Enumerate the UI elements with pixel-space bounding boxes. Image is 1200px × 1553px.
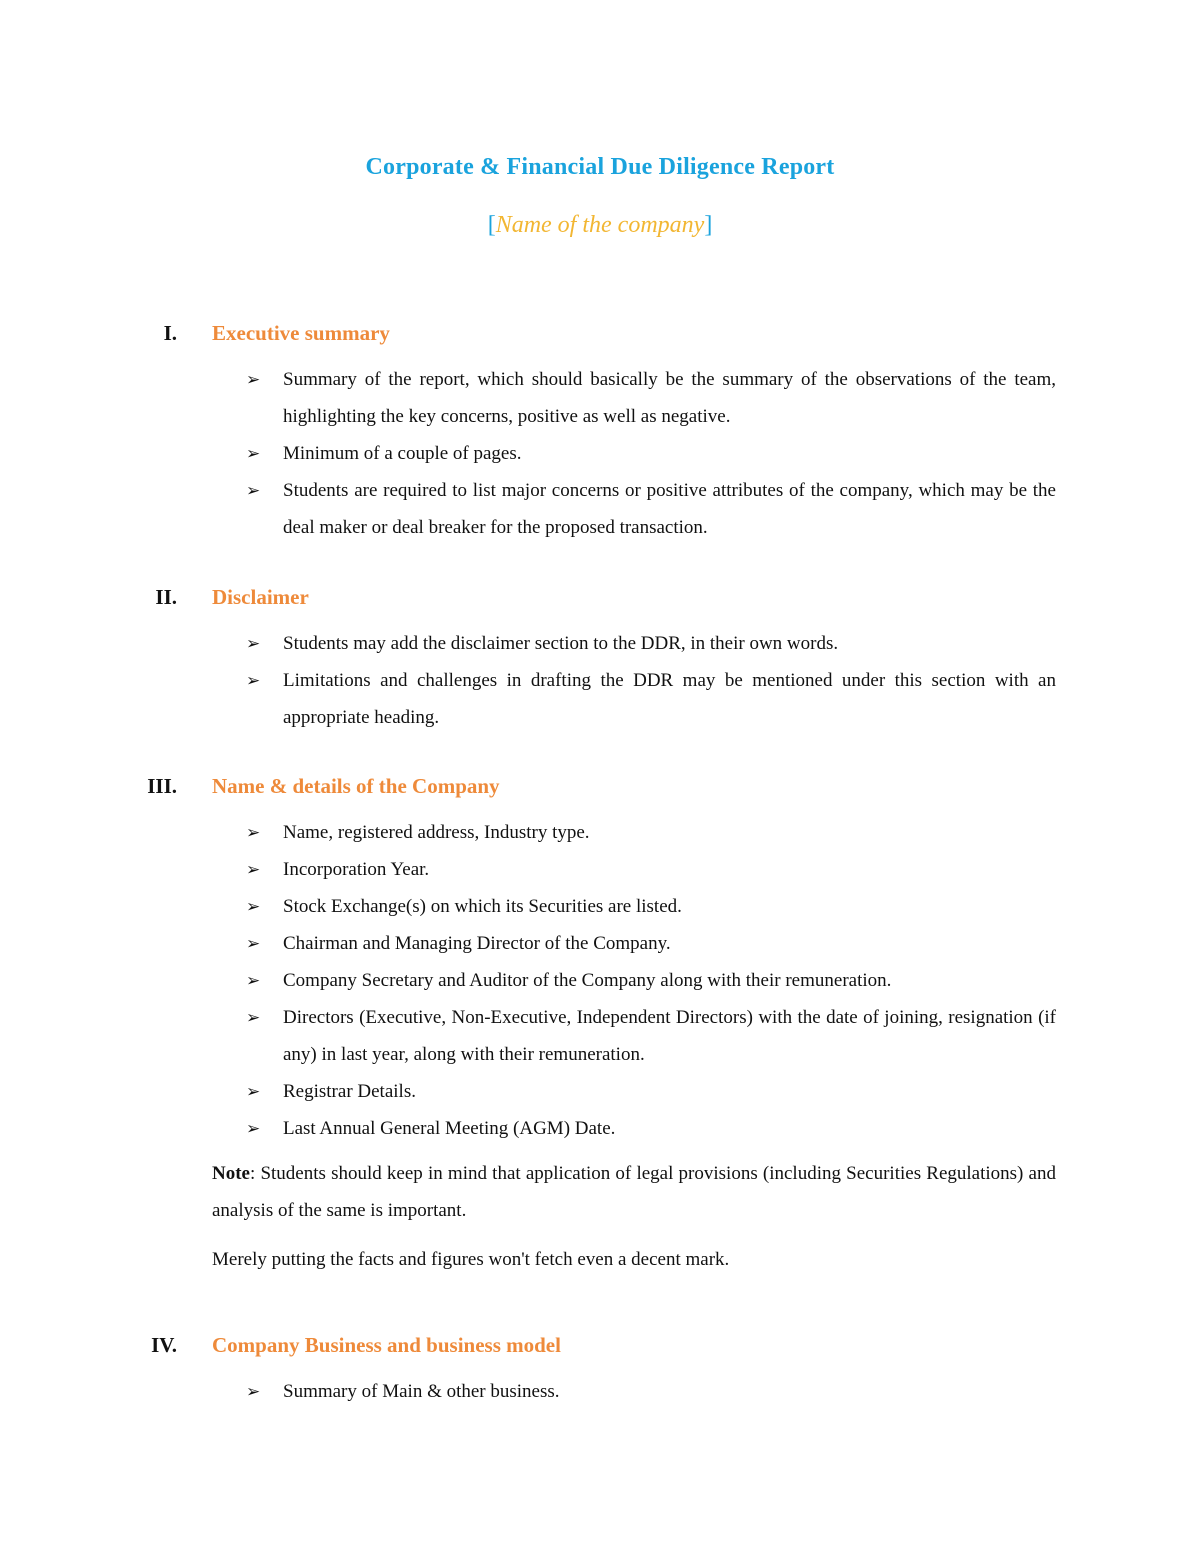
company-name-line [0,212,1200,239]
arrow-bullet-icon: ➢ [246,823,261,842]
arrow-bullet-icon: ➢ [246,860,261,879]
section-number: IV. [151,1333,177,1357]
section-heading [0,774,1200,814]
section-company-details [0,774,1200,1147]
arrow-bullet-icon: ➢ [246,444,261,463]
list-item: ➢ Company Secretary and Auditor of the Company along with their remuneration. [283,962,1056,999]
section-title: Company Business and business model [212,1333,561,1357]
arrow-bullet-icon: ➢ [246,1008,261,1027]
bracket-close: ] [704,212,713,238]
section-number: II. [155,585,177,609]
section-title: Executive summary [212,321,390,345]
arrow-bullet-icon: ➢ [246,370,261,389]
list-item: ➢ Last Annual General Meeting (AGM) Date. [283,1110,1056,1147]
section-number: I. [163,321,177,345]
list-item: ➢ Students are required to list major concerns or positive attributes of the company, which may be the deal maker or deal breaker for the proposed transaction. [283,472,1056,546]
list-item: ➢ Summary of Main & other business. [283,1373,1056,1410]
section-business-model [0,1333,1200,1410]
bracket-open: [ [487,212,496,238]
arrow-bullet-icon: ➢ [246,634,261,653]
company-name-placeholder: Name of the company [495,212,705,238]
note-label: Note [212,1163,250,1184]
note-paragraph [212,1155,1056,1229]
arrow-bullet-icon: ➢ [246,1082,261,1101]
list-item: ➢ Summary of the report, which should basically be the summary of the observations of the team, highlighting the key concerns, positive as well as negative. [283,361,1056,435]
list-item: ➢ Directors (Executive, Non-Executive, Independent Directors) with the date of joining, resignation (if any) in last year, along with their remuneration. [283,999,1056,1073]
list-item: ➢ Students may add the disclaimer section to the DDR, in their own words. [283,625,1056,662]
section-heading [0,1333,1200,1373]
arrow-bullet-icon: ➢ [246,897,261,916]
arrow-bullet-icon: ➢ [246,1382,261,1401]
section-title: Disclaimer [212,585,309,609]
list-item: ➢ Name, registered address, Industry type. [283,814,1056,851]
arrow-bullet-icon: ➢ [246,671,261,690]
section-number: III. [147,774,177,798]
arrow-bullet-icon: ➢ [246,934,261,953]
bullet-list [0,361,1200,546]
note-text: : Students should keep in mind that application of legal provisions (including Securities Regulations) and analysis of the same is important. [212,1163,1056,1221]
document-title: Corporate & Financial Due Diligence Report [365,154,835,180]
arrow-bullet-icon: ➢ [246,971,261,990]
arrow-bullet-icon: ➢ [246,481,261,500]
section-heading [0,321,1200,361]
bullet-list [0,1373,1200,1410]
list-item: ➢ Incorporation Year. [283,851,1056,888]
list-item: ➢ Minimum of a couple of pages. [283,435,1056,472]
list-item: ➢ Registrar Details. [283,1073,1056,1110]
note-followup: Merely putting the facts and figures won't fetch even a decent mark. [212,1249,730,1270]
bullet-list [0,814,1200,1147]
list-item: ➢ Chairman and Managing Director of the Company. [283,925,1056,962]
list-item: ➢ Limitations and challenges in drafting the DDR may be mentioned under this section with an appropriate heading. [283,662,1056,736]
section-title: Name & details of the Company [212,774,500,798]
section-heading [0,585,1200,625]
bullet-list [0,625,1200,736]
list-item: ➢ Stock Exchange(s) on which its Securities are listed. [283,888,1056,925]
section-executive-summary [0,321,1200,546]
section-disclaimer [0,585,1200,736]
arrow-bullet-icon: ➢ [246,1119,261,1138]
